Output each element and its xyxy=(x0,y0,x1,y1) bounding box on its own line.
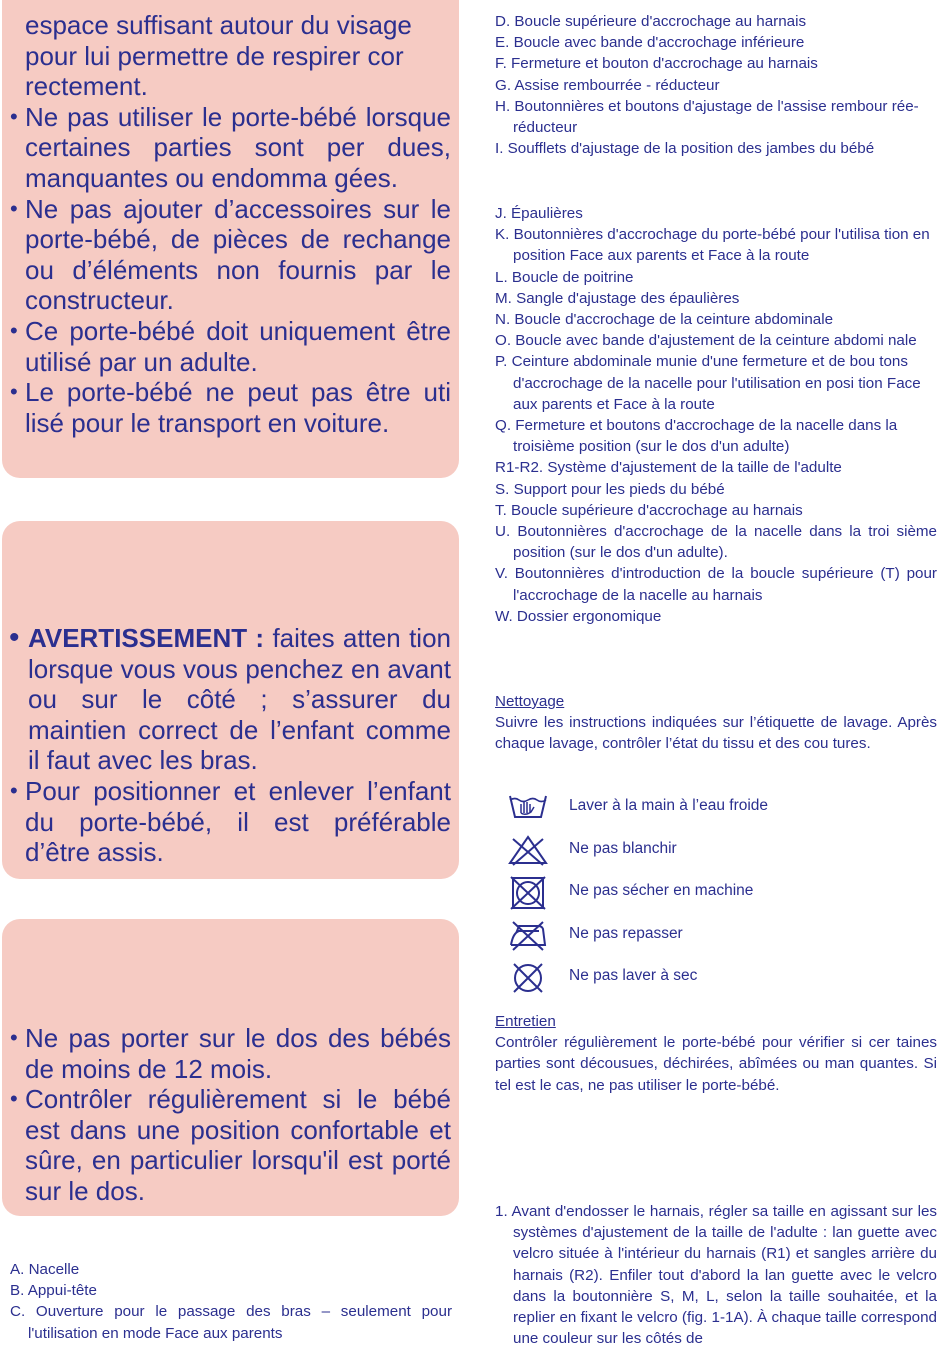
part-item: F. Fermeture et bouton d'accrochage au harnais xyxy=(495,55,818,73)
warning-bullet xyxy=(12,623,451,776)
care-label: Laver à la main à l’eau froide xyxy=(569,797,769,814)
part-item: I. Soufflets d'ajustage de la position des jambes du bébé xyxy=(495,140,875,158)
no-bleach-icon xyxy=(507,834,549,866)
safety-bullet: • Pour positionner et enlever l’enfant du porte-bébé, il est préférable d’être assis. xyxy=(12,776,451,868)
part-item: M. Sangle d'ajustage des épaulières xyxy=(495,289,740,307)
part-item: J. Épaulières xyxy=(495,205,583,222)
part-item: G. Assise rembourrée - réducteur xyxy=(495,76,720,94)
instruction-item: 1. Avant d'endosser le harnais, régler sa taille en agissant sur les systèmes d'ajustement de la taille de l'adulte : lan guette avec velcro située à l'intérieur du harnais (R1) et sangles arrière du harnais (R2). Enfiler tout d'abord la lan guette avec le velcro dans la boutonnière S, M, L, selon la taille souhaitée, et la replier en fixant le velcro (fig. 1-1A). À chaque taille correspond une couleur sur les côtés de xyxy=(495,1203,937,1348)
cleaning-heading: Nettoyage xyxy=(495,693,565,710)
instruction-section xyxy=(495,1201,937,1356)
no-iron-icon xyxy=(507,919,549,951)
safety-bullet: • Contrôler régulièrement si le bébé est dans une position confortable et sûre, en particulier lorsqu'il est porté sur le dos. xyxy=(12,1084,451,1206)
part-item: V. Boutonnières d'introduction de la boucle supérieure (T) pour l'accrochage de la nacelle au harnais xyxy=(495,565,937,604)
part-item: R1-R2. Système d'ajustement de la taille de l'adulte xyxy=(495,459,842,477)
care-label: Ne pas blanchir xyxy=(569,840,677,857)
care-label: Ne pas repasser xyxy=(569,925,683,942)
no-tumble-dry-icon xyxy=(507,876,549,910)
part-item: E. Boucle avec bande d'accrochage inférieure xyxy=(495,34,805,52)
warning-box xyxy=(2,521,459,879)
part-item: S. Support pour les pieds du bébé xyxy=(495,480,725,498)
hand-wash-icon xyxy=(507,791,549,823)
care-row-no-bleach xyxy=(507,834,927,868)
safety-box-3 xyxy=(2,919,459,1216)
maintenance-text: Contrôler régulièrement le porte-bébé pour vérifier si cer taines parties sont décousues, déchirées, abîmées ou man quantes. Si tel est le cas, ne pas utiliser le porte-bébé. xyxy=(495,1034,937,1094)
parts-list-right-b xyxy=(495,203,937,627)
safety-line: rectement. xyxy=(25,71,148,102)
part-item: Q. Fermeture et boutons d'accrochage de la nacelle dans la troisième position (sur le dos d'un adulte) xyxy=(495,417,898,456)
care-row-no-tumble-dry xyxy=(507,876,927,910)
part-item: O. Boucle avec bande d'ajustement de la ceinture abdomi nale xyxy=(495,332,917,350)
cleaning-text: Suivre les instructions indiquées sur l’étiquette de lavage. Après chaque lavage, contrôler l’état du tissu et des cou tures. xyxy=(495,714,937,753)
care-row-no-dry-clean xyxy=(507,961,927,995)
safety-bullet: • Ce porte-bébé doit uniquement être utilisé par un adulte. xyxy=(12,316,451,377)
parts-list-right-a xyxy=(495,11,937,159)
part-item: U. Boutonnières d'accrochage de la nacelle dans la troi sième position (sur le dos d'un adulte). xyxy=(495,523,937,562)
safety-bullet: • Ne pas ajouter d’accessoires sur le porte-bébé, de pièces de rechange ou d’éléments non fournis par le constructeur. xyxy=(12,194,451,316)
safety-line: pour lui permettre de respirer cor xyxy=(25,40,404,71)
part-item: H. Boutonnières et boutons d'ajustage de l'assise rembour rée-réducteur xyxy=(495,97,919,137)
warning-text: faites atten tion lorsque vous vous penchez en avant ou sur le côté ; s’assurer du maintien correct de l’enfant comme il faut avec les bras. xyxy=(28,623,451,776)
no-dry-clean-icon xyxy=(507,961,549,995)
part-item: N. Boucle d'accrochage de la ceinture abdominale xyxy=(495,311,834,329)
part-item: C. Ouverture pour le passage des bras – seulement pour l'utilisation en mode Face aux parents xyxy=(10,1303,452,1342)
safety-bullet: • Ne pas utiliser le porte-bébé lorsque certaines parties sont per dues, manquantes ou endomma gées. xyxy=(12,102,451,194)
care-label: Ne pas sécher en machine xyxy=(569,882,754,899)
care-row-no-iron xyxy=(507,919,927,953)
care-row-hand-wash xyxy=(507,791,927,825)
maintenance-heading: Entretien xyxy=(495,1013,556,1030)
safety-bullet: • Ne pas porter sur le dos des bébés de moins de 12 mois. xyxy=(12,1023,451,1084)
safety-line: espace suffisant autour du visage xyxy=(25,10,412,40)
safety-bullet: • Le porte-bébé ne peut pas être uti lisé pour le transport en voiture. xyxy=(12,377,451,438)
safety-box-1 xyxy=(2,0,459,478)
part-item: W. Dossier ergonomique xyxy=(495,607,662,625)
part-item: A. Nacelle xyxy=(10,1261,80,1278)
part-item: T. Boucle supérieure d'accrochage au harnais xyxy=(495,501,803,519)
care-label: Ne pas laver à sec xyxy=(569,967,698,984)
maintenance-section xyxy=(495,1011,937,1096)
part-item: D. Boucle supérieure d'accrochage au harnais xyxy=(495,13,807,30)
part-item: P. Ceinture abdominale munie d'une fermeture et de bou tons d'accrochage de la nacelle pour l'utilisation en posi tion Face aux parents et Face à la route xyxy=(495,353,921,413)
part-item: K. Boutonnières d'accrochage du porte-bébé pour l'utilisa tion en position Face aux parents et Face à la route xyxy=(495,226,930,265)
warning-label: AVERTISSEMENT : xyxy=(28,623,265,653)
part-item: B. Appui-tête xyxy=(10,1282,97,1300)
cleaning-section xyxy=(495,691,937,755)
part-item: L. Boucle de poitrine xyxy=(495,268,634,286)
parts-list-left xyxy=(10,1259,452,1344)
